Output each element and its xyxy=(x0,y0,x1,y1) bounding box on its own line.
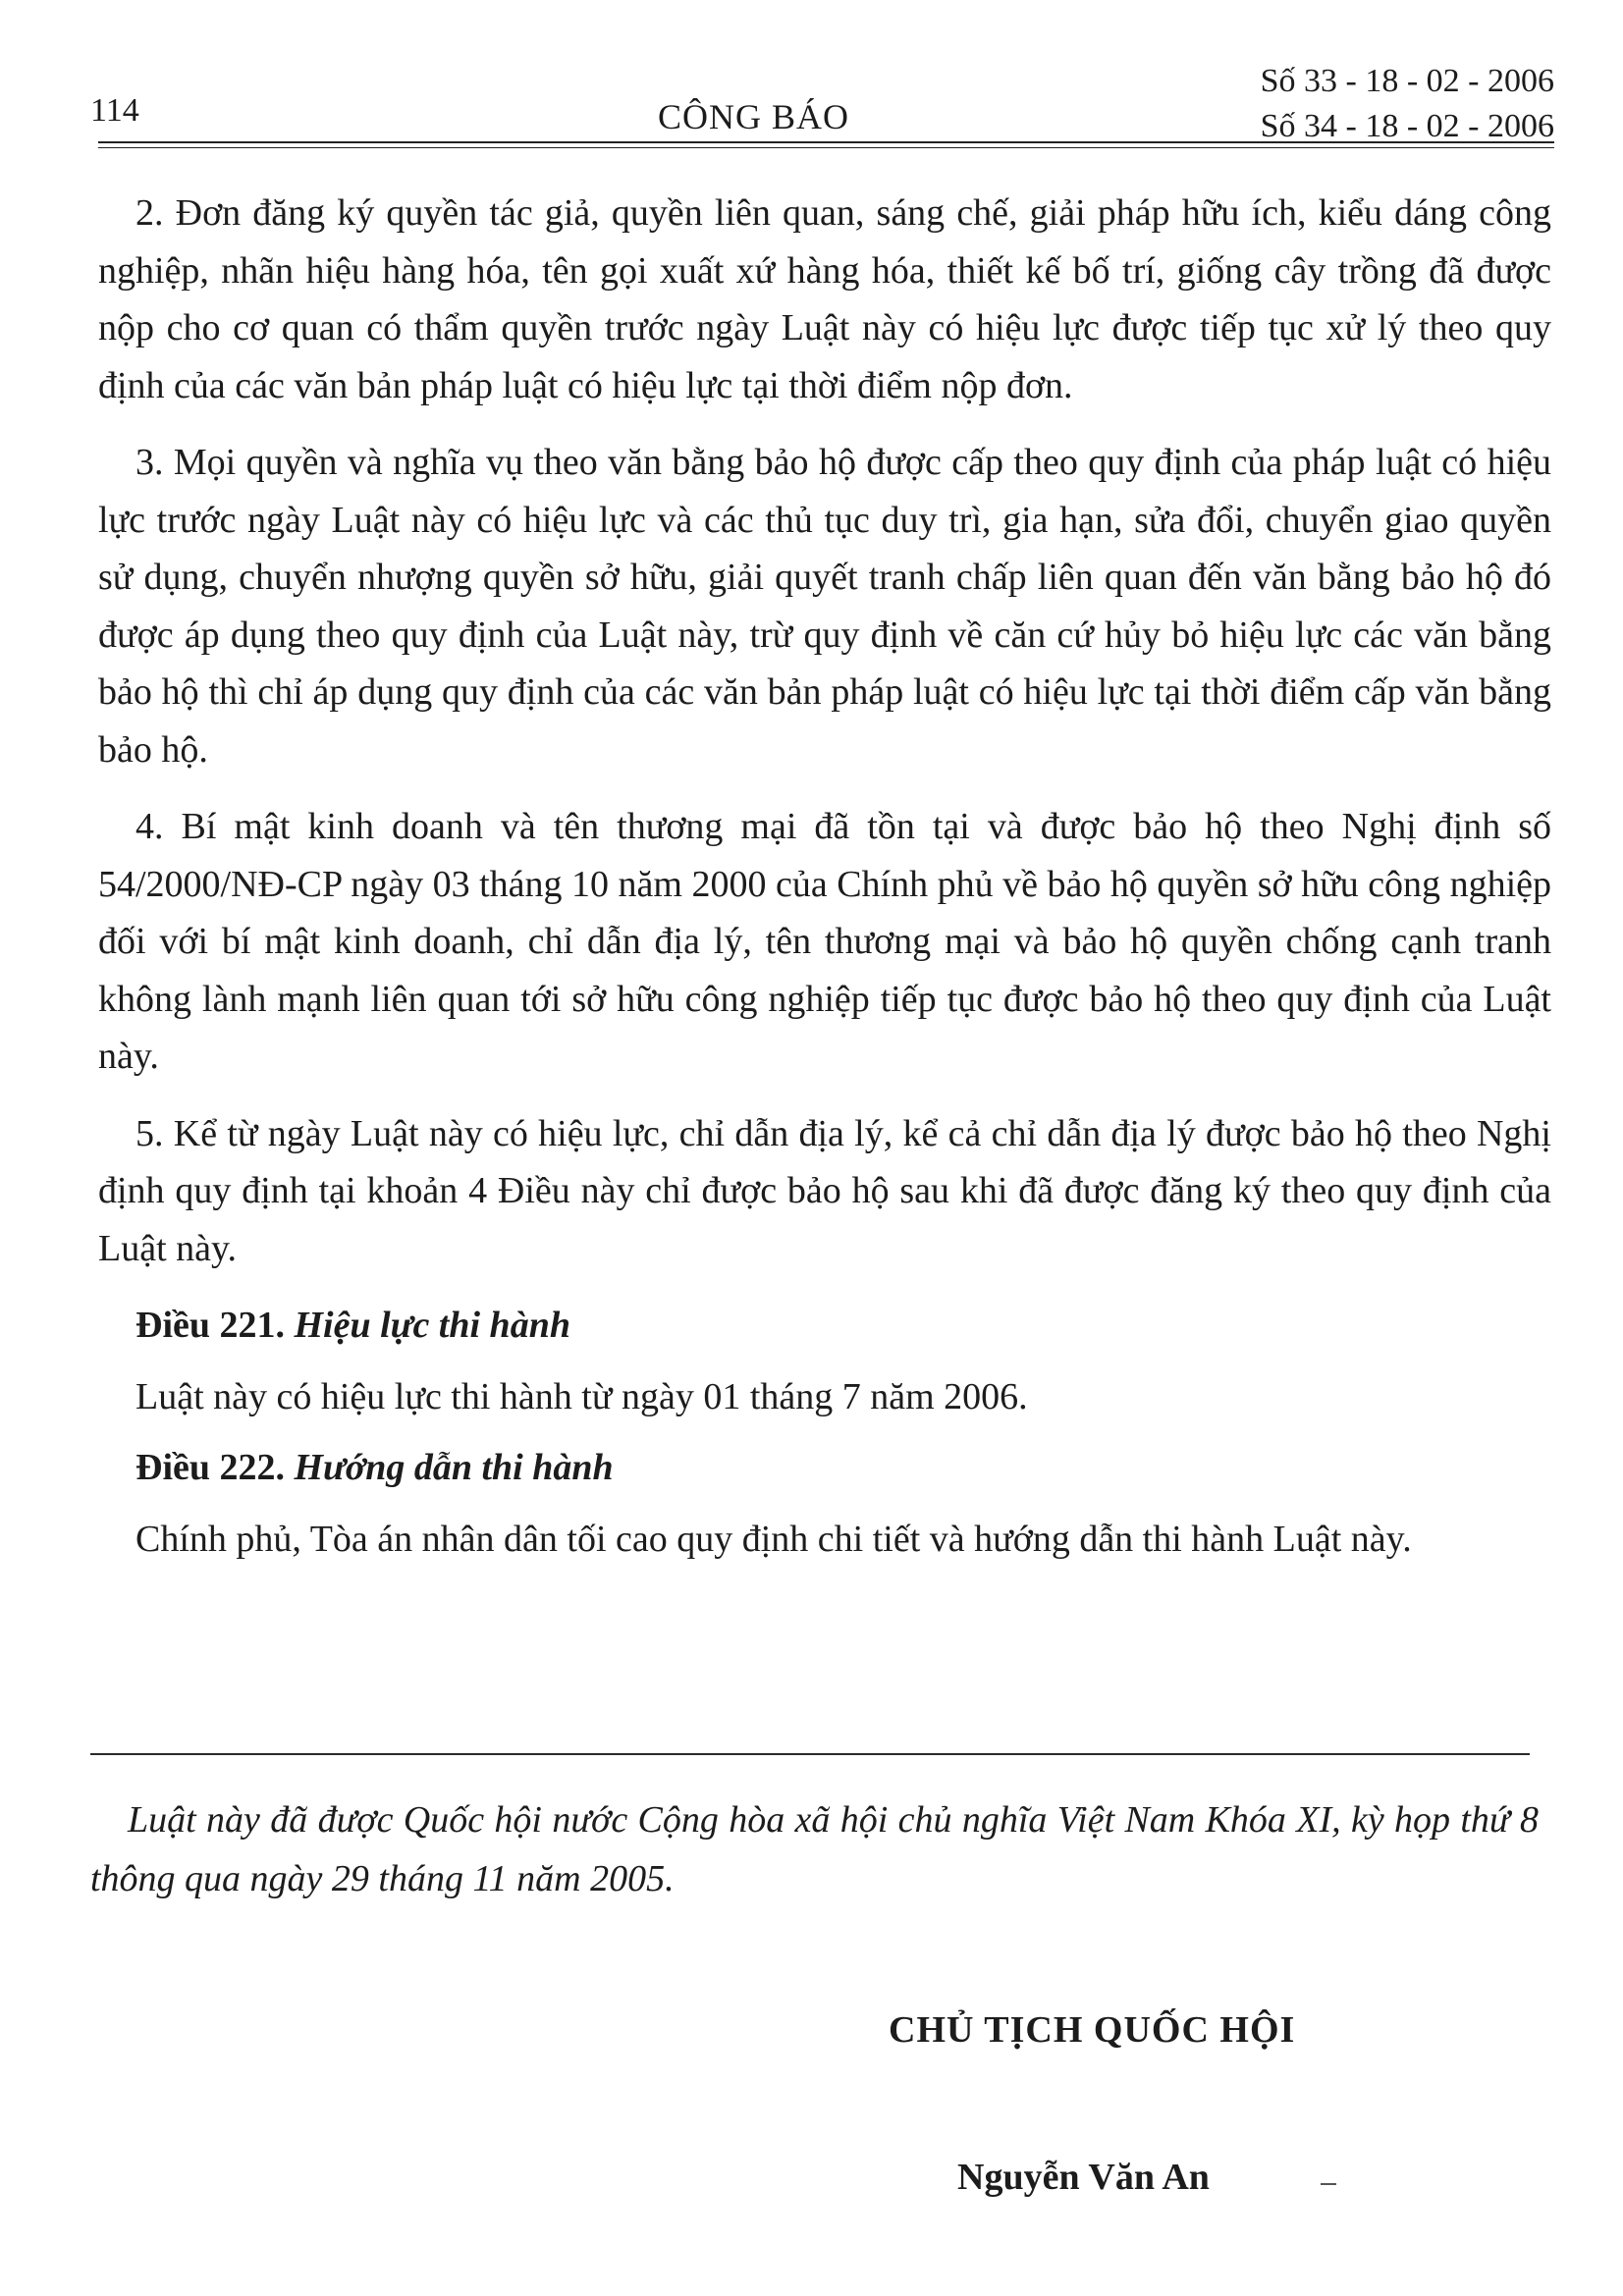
clause-3: 3. Mọi quyền và nghĩa vụ theo văn bằng bảo hộ được cấp theo quy định của pháp luật có hiệu lực trước ngày Luật này có hiệu lực và các thủ tục duy trì, gia hạn, sửa đổi, chuyển giao quyền sử dụng, chuyển nhượng quyền sở hữu, giải quyết tranh chấp liên quan đến văn bằng bảo hộ đó được áp dụng theo quy định của Luật này, trừ quy định về căn cứ hủy bỏ hiệu lực các văn bằng bảo hộ thì chỉ áp dụng quy định của các văn bản pháp luật có hiệu lực tại thời điểm cấp văn bằng bảo hộ. xyxy=(98,442,1551,771)
gazette-title: CÔNG BÁO xyxy=(658,97,850,136)
article-222-text: Chính phủ, Tòa án nhân dân tối cao quy định chi tiết và hướng dẫn thi hành Luật này. xyxy=(135,1518,1412,1560)
clause-5: 5. Kể từ ngày Luật này có hiệu lực, chỉ dẫn địa lý, kể cả chỉ dẫn địa lý được bảo hộ theo Nghị định quy định tại khoản 4 Điều này chỉ được bảo hộ sau khi đã được đăng ký theo quy định của Luật này. xyxy=(98,1112,1551,1269)
article-221-heading xyxy=(98,1297,1551,1355)
header-rule-top xyxy=(98,141,1554,143)
issue-numbers xyxy=(1261,59,1554,149)
article-222-number: Điều 222. xyxy=(135,1447,285,1488)
signature-mark xyxy=(1321,2183,1336,2185)
issue-number-33: Số 33 - 18 - 02 - 2006 xyxy=(1260,63,1554,99)
article-222-title: Hướng dẫn thi hành xyxy=(294,1447,614,1488)
closing-rule xyxy=(90,1753,1530,1755)
document-body xyxy=(98,185,1551,1581)
issue-number-34: Số 34 - 18 - 02 - 2006 xyxy=(1260,108,1554,144)
page-number: 114 xyxy=(90,92,139,129)
article-221-text: Luật này có hiệu lực thi hành từ ngày 01 tháng 7 năm 2006. xyxy=(135,1375,1028,1417)
article-221-title: Hiệu lực thi hành xyxy=(294,1305,570,1346)
clause-2: 2. Đơn đăng ký quyền tác giả, quyền liên quan, sáng chế, giải pháp hữu ích, kiểu dáng công nghiệp, nhãn hiệu hàng hóa, tên gọi xuất xứ hàng hóa, thiết kế bố trí, giống cây trồng đã được nộp cho cơ quan có thẩm quyền trước ngày Luật này có hiệu lực được tiếp tục xử lý theo quy định của các văn bản pháp luật có hiệu lực tại thời điểm nộp đơn. xyxy=(98,192,1551,406)
article-221-number: Điều 221. xyxy=(135,1305,285,1346)
article-222-heading xyxy=(98,1439,1551,1497)
signature-title: CHỦ TỊCH QUỐC HỘI xyxy=(889,2009,1296,2051)
clause-4: 4. Bí mật kinh doanh và tên thương mại đã tồn tại và được bảo hộ theo Nghị định số 54/2000/NĐ-CP ngày 03 tháng 10 năm 2000 của Chính phủ về bảo hộ quyền sở hữu công nghiệp đối với bí mật kinh doanh, chỉ dẫn địa lý, tên thương mại và bảo hộ quyền chống cạnh tranh không lành mạnh liên quan tới sở hữu công nghiệp tiếp tục được bảo hộ theo quy định của Luật này. xyxy=(98,806,1551,1077)
signature-name: Nguyễn Văn An xyxy=(957,2157,1210,2198)
header-rule-bottom xyxy=(98,147,1554,148)
adoption-note: Luật này đã được Quốc hội nước Cộng hòa xã hội chủ nghĩa Việt Nam Khóa XI, kỳ họp thứ 8 thông qua ngày 29 tháng 11 năm 2005. xyxy=(90,1799,1539,1899)
